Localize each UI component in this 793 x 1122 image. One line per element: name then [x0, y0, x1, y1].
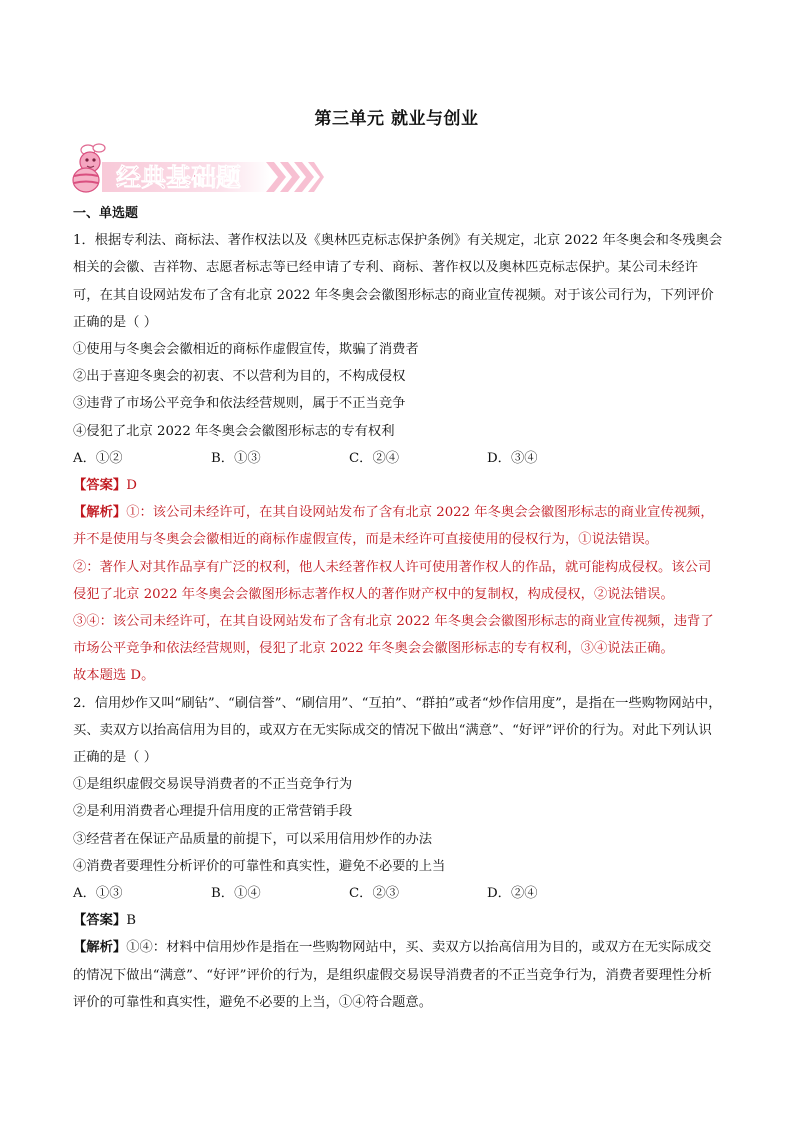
question-1-statement-1: ①使用与冬奥会会徽相近的商标作虚假宣传，欺骗了消费者: [73, 342, 419, 358]
question-1-option-d: D．③④: [487, 450, 538, 466]
question-1-stem: 1．根据专利法、商标法、著作权法以及《奥林匹克标志保护条例》有关规定，北京 2022 年冬奥会和冬残奥会相关的会徽、吉祥物、志愿者标志等已经申请了专利、商标、著作权以及奥林匹克标志保护。某公司未经许可，在其自设网站发布了含有北京 2022 年冬奥会会徽图形标志的商业宣传视频。对于该公司行为，下列评价正确的是（ ）: [73, 233, 723, 330]
question-1-analysis-2: ②：著作人对其作品享有广泛的权利，他人未经著作权人许可使用著作权人的作品，就可能构成侵权。该公司侵犯了北京 2022 年冬奥会会徽图形标志著作权人的著作财产权中的复制权，构成侵权，②说法错误。: [73, 559, 712, 602]
page-title: 第三单元 就业与创业: [314, 109, 479, 129]
answer-value: D: [126, 478, 137, 494]
question-1-options: [73, 445, 723, 472]
question-content: [73, 200, 723, 1016]
question-2-option-c: C．②③: [349, 886, 400, 902]
question-2-options: [73, 880, 723, 907]
answer-label: 【答案】: [73, 913, 127, 929]
question-2-statement-1: ①是组织虚假交易误导消费者的不正当竞争行为: [73, 777, 353, 793]
question-1-option-b: B．①③: [211, 450, 261, 466]
question-1-statement-4: ④侵犯了北京 2022 年冬奥会会徽图形标志的专有权利: [73, 423, 395, 439]
answer-value: B: [126, 913, 136, 929]
question-1-statement-3: ③违背了市场公平竞争和依法经营规则，属于不正当竞争: [73, 396, 406, 412]
question-1-analysis-1: [73, 499, 723, 553]
question-1-analysis-3: ③④：该公司未经许可，在其自设网站发布了含有北京 2022 年冬奥会会徽图形标志的商业宣传视频，违背了市场公平竞争和依法经营规则，侵犯了北京 2022 年冬奥会会徽图形标志的专有权利，③④说法正确。: [73, 614, 714, 657]
question-2-option-b: B．①④: [211, 886, 261, 902]
question-2-statement-4: ④消费者要理性分析评价的可靠性和真实性，避免不必要的上当: [73, 858, 446, 874]
question-2-option-a: A．①③: [73, 886, 123, 902]
question-2-answer: [73, 907, 723, 934]
analysis-text: ①：该公司未经许可，在其自设网站发布了含有北京 2022 年冬奥会会徽图形标志的商业宣传视频，并不是使用与冬奥会会徽相近的商标作虚假宣传，而是未经许可直接使用的侵权行为，①说法错误。: [73, 505, 714, 548]
section-heading: 一、单选题: [73, 206, 139, 221]
question-2-option-d: D．②④: [487, 886, 538, 902]
analysis-label: 【解析】: [73, 940, 127, 956]
banner-title: 经典基础题: [116, 163, 242, 192]
question-2-statement-3: ③经营者在保证产品质量的前提下，可以采用信用炒作的办法: [73, 831, 433, 847]
question-1-option-c: C．②④: [349, 450, 400, 466]
analysis-label: 【解析】: [73, 505, 127, 521]
question-1-analysis-4: 故本题选 D。: [73, 668, 155, 684]
bee-icon: [73, 144, 105, 192]
question-2-analysis-1: [73, 934, 723, 1016]
answer-label: 【答案】: [73, 478, 127, 494]
question-1-statement-2: ②出于喜迎冬奥会的初衷、不以营利为目的，不构成侵权: [73, 369, 406, 385]
question-1-answer: [73, 472, 723, 499]
question-1-option-a: A．①②: [73, 450, 123, 466]
analysis-text: ①④：材料中信用炒作是指在一些购物网站中，买、卖双方以抬高信用为目的，或双方在无实际成交的情况下做出“满意”、“好评”评价的行为，是组织虚假交易误导消费者的不正当竞争行为，消费者要理性分析评价的可靠性和真实性，避免不必要的上当，①④符合题意。: [73, 940, 712, 1010]
question-2-stem: 2．信用炒作又叫“刷钻”、“刷信誉”、“刷信用”、“互拍”、“群拍”或者“炒作信用度”，是指在一些购物网站中，买、卖双方以抬高信用为目的，或双方在无实际成交的情况下做出“满意”、“好评”评价的行为。对此下列认识正确的是（ ）: [73, 695, 722, 766]
question-2-statement-2: ②是利用消费者心理提升信用度的正常营销手段: [73, 804, 353, 820]
section-banner: [66, 140, 326, 198]
